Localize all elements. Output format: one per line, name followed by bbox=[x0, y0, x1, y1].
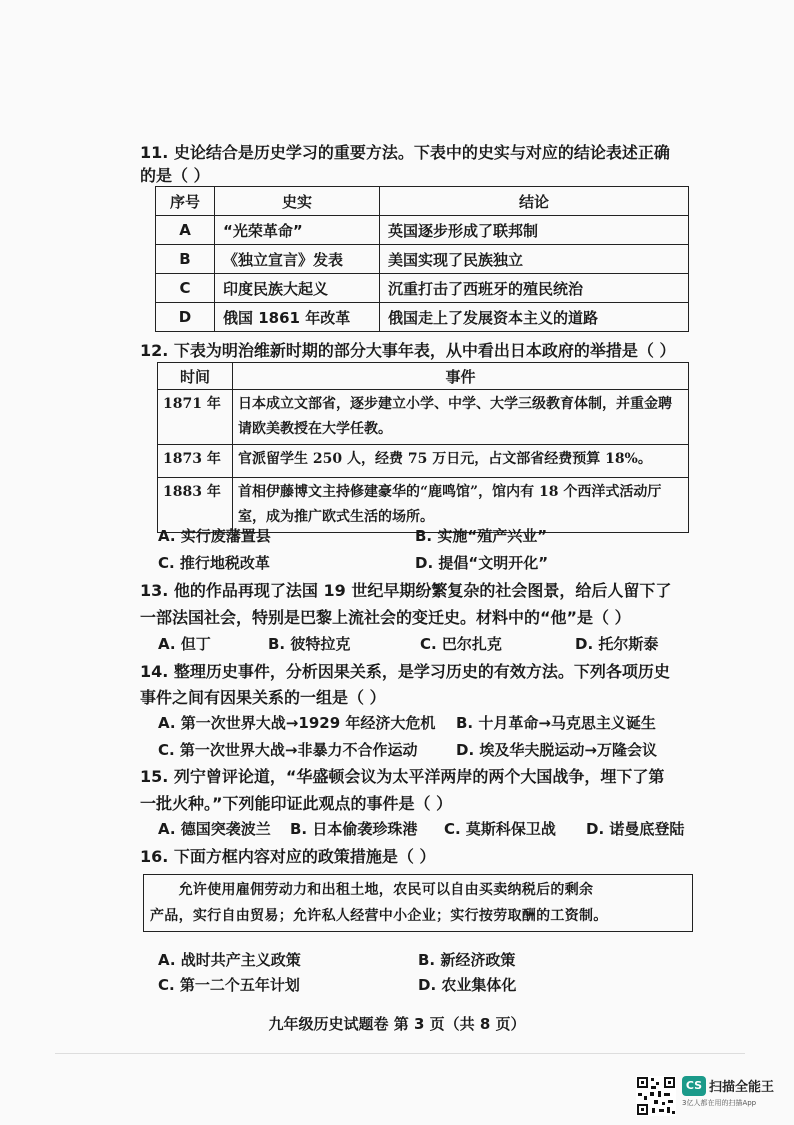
q14-stem-line2: 事件之间有因果关系的一组是（ ） bbox=[140, 688, 386, 707]
table-cell: D bbox=[156, 303, 215, 332]
q12-stem: 12. 下表为明治维新时期的部分大事年表，从中看出日本政府的举措是（ ） bbox=[140, 341, 676, 360]
q15-option-a: A. 德国突袭波兰 bbox=[158, 820, 271, 838]
table-cell: 俄国 1861 年改革 bbox=[215, 303, 380, 332]
table-cell: 英国逐步形成了联邦制 bbox=[380, 216, 689, 245]
q13-option-d: D. 托尔斯泰 bbox=[575, 635, 659, 653]
q12-option-b: B. 实施“殖产兴业” bbox=[415, 527, 548, 545]
table-header: 结论 bbox=[380, 187, 689, 216]
table-header: 序号 bbox=[156, 187, 215, 216]
table-cell: 官派留学生 250 人，经费 75 万日元，占文部省经费预算 18%。 bbox=[233, 445, 689, 478]
table-row bbox=[158, 445, 689, 478]
camscanner-logo-icon: CS bbox=[682, 1076, 706, 1096]
q15-option-c: C. 莫斯科保卫战 bbox=[444, 820, 556, 838]
table-cell: 首相伊藤博文主持修建豪华的“鹿鸣馆”，馆内有 18 个西洋式活动厅室，成为推广欧式生活的场所。 bbox=[233, 478, 689, 533]
q14-option-b: B. 十月革命→马克思主义诞生 bbox=[456, 714, 656, 732]
table-cell: 美国实现了民族独立 bbox=[380, 245, 689, 274]
table-cell: 日本成立文部省，逐步建立小学、中学、大学三级教育体制，并重金聘请欧美教授在大学任教。 bbox=[233, 390, 689, 445]
table-row bbox=[158, 390, 689, 445]
q16-option-d: D. 农业集体化 bbox=[418, 976, 517, 994]
q11-stem-line2: 的是（ ） bbox=[140, 166, 210, 185]
q14-option-c: C. 第一次世界大战→非暴力不合作运动 bbox=[158, 741, 418, 759]
table-header-row bbox=[158, 363, 689, 390]
page-footer: 九年级历史试题卷 第 3 页（共 8 页） bbox=[268, 1015, 526, 1033]
q13-stem-line1: 13. 他的作品再现了法国 19 世纪早期纷繁复杂的社会图景，给后人留下了 bbox=[140, 581, 672, 600]
table-header: 事件 bbox=[233, 363, 689, 390]
table-header-row bbox=[156, 187, 689, 216]
table-cell: “光荣革命” bbox=[215, 216, 380, 245]
qr-code-icon bbox=[636, 1076, 676, 1116]
table-row bbox=[156, 216, 689, 245]
table-cell: 1873 年 bbox=[158, 445, 233, 478]
q15-stem-line2: 一批火种。”下列能印证此观点的事件是（ ） bbox=[140, 794, 453, 813]
table-cell: 俄国走上了发展资本主义的道路 bbox=[380, 303, 689, 332]
table-cell: 1871 年 bbox=[158, 390, 233, 445]
q11-table bbox=[155, 186, 689, 332]
table-row bbox=[156, 303, 689, 332]
table-cell: 1883 年 bbox=[158, 478, 233, 533]
table-header: 时间 bbox=[158, 363, 233, 390]
divider bbox=[55, 1053, 745, 1054]
q12-table bbox=[157, 362, 689, 533]
scanner-brand-tagline: 3亿人都在用的扫描App bbox=[682, 1099, 757, 1107]
scanner-brand-name: 扫描全能王 bbox=[709, 1080, 775, 1095]
q16-stem: 16. 下面方框内容对应的政策措施是（ ） bbox=[140, 847, 436, 866]
q13-stem-line2: 一部法国社会，特别是巴黎上流社会的变迁史。材料中的“他”是（ ） bbox=[140, 608, 631, 627]
table-cell: C bbox=[156, 274, 215, 303]
q16-box-line1: 允许使用雇佣劳动力和出租土地，农民可以自由买卖纳税后的剩余 bbox=[150, 882, 594, 898]
q12-option-c: C. 推行地税改革 bbox=[158, 554, 270, 572]
q12-option-d: D. 提倡“文明开化” bbox=[415, 554, 549, 572]
q12-option-a: A. 实行废藩置县 bbox=[158, 527, 271, 545]
q15-option-d: D. 诺曼底登陆 bbox=[586, 820, 685, 838]
q14-option-d: D. 埃及华夫脱运动→万隆会议 bbox=[456, 741, 657, 759]
q16-quote-box bbox=[143, 874, 693, 932]
table-cell: 印度民族大起义 bbox=[215, 274, 380, 303]
q14-option-a: A. 第一次世界大战→1929 年经济大危机 bbox=[158, 714, 436, 732]
q14-stem-line1: 14. 整理历史事件，分析因果关系，是学习历史的有效方法。下列各项历史 bbox=[140, 662, 670, 681]
q15-option-b: B. 日本偷袭珍珠港 bbox=[290, 820, 418, 838]
q11-stem-line1: 11. 史论结合是历史学习的重要方法。下表中的史实与对应的结论表述正确 bbox=[140, 143, 670, 162]
table-cell: 《独立宣言》发表 bbox=[215, 245, 380, 274]
q16-option-a: A. 战时共产主义政策 bbox=[158, 951, 301, 969]
table-cell: A bbox=[156, 216, 215, 245]
q13-option-a: A. 但丁 bbox=[158, 635, 211, 653]
table-header: 史实 bbox=[215, 187, 380, 216]
table-row bbox=[156, 274, 689, 303]
q13-option-b: B. 彼特拉克 bbox=[268, 635, 351, 653]
q15-stem-line1: 15. 列宁曾评论道，“华盛顿会议为太平洋两岸的两个大国战争，埋下了第 bbox=[140, 767, 665, 786]
table-cell: 沉重打击了西班牙的殖民统治 bbox=[380, 274, 689, 303]
q16-box-line2: 产品，实行自由贸易；允许私人经营中小企业；实行按劳取酬的工资制。 bbox=[150, 908, 608, 924]
q16-option-c: C. 第一二个五年计划 bbox=[158, 976, 300, 994]
q13-option-c: C. 巴尔扎克 bbox=[420, 635, 502, 653]
table-row bbox=[156, 245, 689, 274]
table-cell: B bbox=[156, 245, 215, 274]
q16-option-b: B. 新经济政策 bbox=[418, 951, 516, 969]
